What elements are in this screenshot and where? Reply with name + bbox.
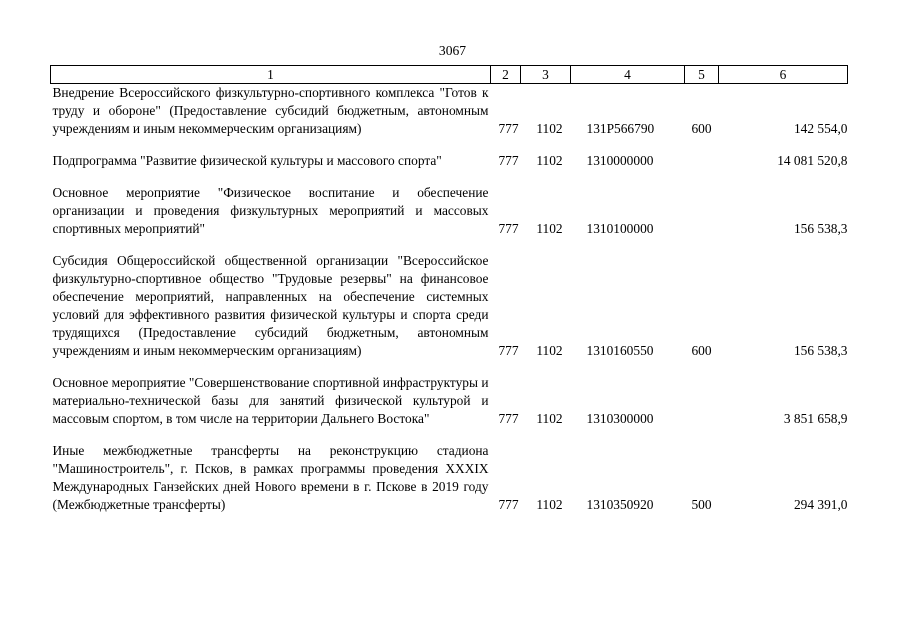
table-row <box>51 84 848 139</box>
row-target-code: 131P566790 <box>586 121 655 136</box>
row-amount: 294 391,0 <box>793 497 848 512</box>
row-ministry-code: 777 <box>498 343 519 358</box>
column-header-3: 3 <box>521 66 571 84</box>
row-expense-type: 600 <box>691 343 712 358</box>
column-header-4: 4 <box>571 66 685 84</box>
row-section-code: 1102 <box>536 121 563 136</box>
page-number: 3067 <box>438 43 467 58</box>
row-amount: 156 538,3 <box>793 343 848 358</box>
row-section-code: 1102 <box>536 221 563 236</box>
row-ministry-code: 777 <box>498 411 519 426</box>
row-section-code: 1102 <box>536 497 563 512</box>
budget-table <box>50 65 848 514</box>
row-ministry-code: 777 <box>498 153 519 168</box>
row-description: Основное мероприятие "Физическое воспитание и обеспечение организации и проведения физкультурных мероприятий и массовых спортивных мероприятий" <box>52 185 489 236</box>
row-description: Основное мероприятие "Совершенствование спортивной инфраструктуры и материально-технической базы для занятий физической культурой и массовым спортом, в том числе на территории Дальнего Востока" <box>52 375 489 426</box>
table-row <box>51 374 848 428</box>
row-description: Внедрение Всероссийского физкультурно-спортивного комплекса "Готов к труду и обороне" (Предоставление субсидий бюджетным, автономным учреждениям и иным некоммерческим организациям) <box>52 85 489 136</box>
row-target-code: 1310300000 <box>586 411 654 426</box>
table-row <box>51 252 848 360</box>
table-row <box>51 184 848 238</box>
column-header-5: 5 <box>685 66 719 84</box>
row-amount: 14 081 520,8 <box>777 153 848 168</box>
row-description: Подпрограмма "Развитие физической культуры и массового спорта" <box>52 153 442 168</box>
row-section-code: 1102 <box>536 411 563 426</box>
row-expense-type <box>685 184 719 238</box>
row-description: Субсидия Общероссийской общественной организации "Всероссийское физкультурно-спортивное общество "Трудовые резервы" на финансовое обеспечение мероприятий, направленных на обеспечение системных условий для эффективного развития физической культуры и спорта среди трудящихся (Предоставление субсидий бюджетным, автономным учреждениям и иным некоммерческим организациям) <box>52 253 489 358</box>
table-row <box>51 442 848 514</box>
column-header-1: 1 <box>51 66 491 84</box>
row-ministry-code: 777 <box>498 221 519 236</box>
row-expense-type <box>685 152 719 170</box>
row-ministry-code: 777 <box>498 497 519 512</box>
column-header-2: 2 <box>491 66 521 84</box>
row-expense-type: 500 <box>691 497 712 512</box>
row-description: Иные межбюджетные трансферты на реконструкцию стадиона "Машиностроитель", г. Псков, в рамках программы проведения XXXIX Международных Ганзейских дней Нового времени в г. Пскове в 2019 году (Межбюджетные трансферты) <box>52 443 489 512</box>
row-expense-type: 600 <box>691 121 712 136</box>
row-ministry-code: 777 <box>498 121 519 136</box>
column-header-6: 6 <box>719 66 848 84</box>
row-target-code: 1310000000 <box>586 153 654 168</box>
row-amount: 3 851 658,9 <box>783 411 848 426</box>
row-target-code: 1310350920 <box>586 497 654 512</box>
table-header-row <box>51 66 848 84</box>
row-amount: 156 538,3 <box>793 221 848 236</box>
row-expense-type <box>685 374 719 428</box>
row-section-code: 1102 <box>536 153 563 168</box>
row-target-code: 1310100000 <box>586 221 654 236</box>
table-row <box>51 152 848 170</box>
row-target-code: 1310160550 <box>586 343 654 358</box>
row-section-code: 1102 <box>536 343 563 358</box>
row-amount: 142 554,0 <box>793 121 848 136</box>
